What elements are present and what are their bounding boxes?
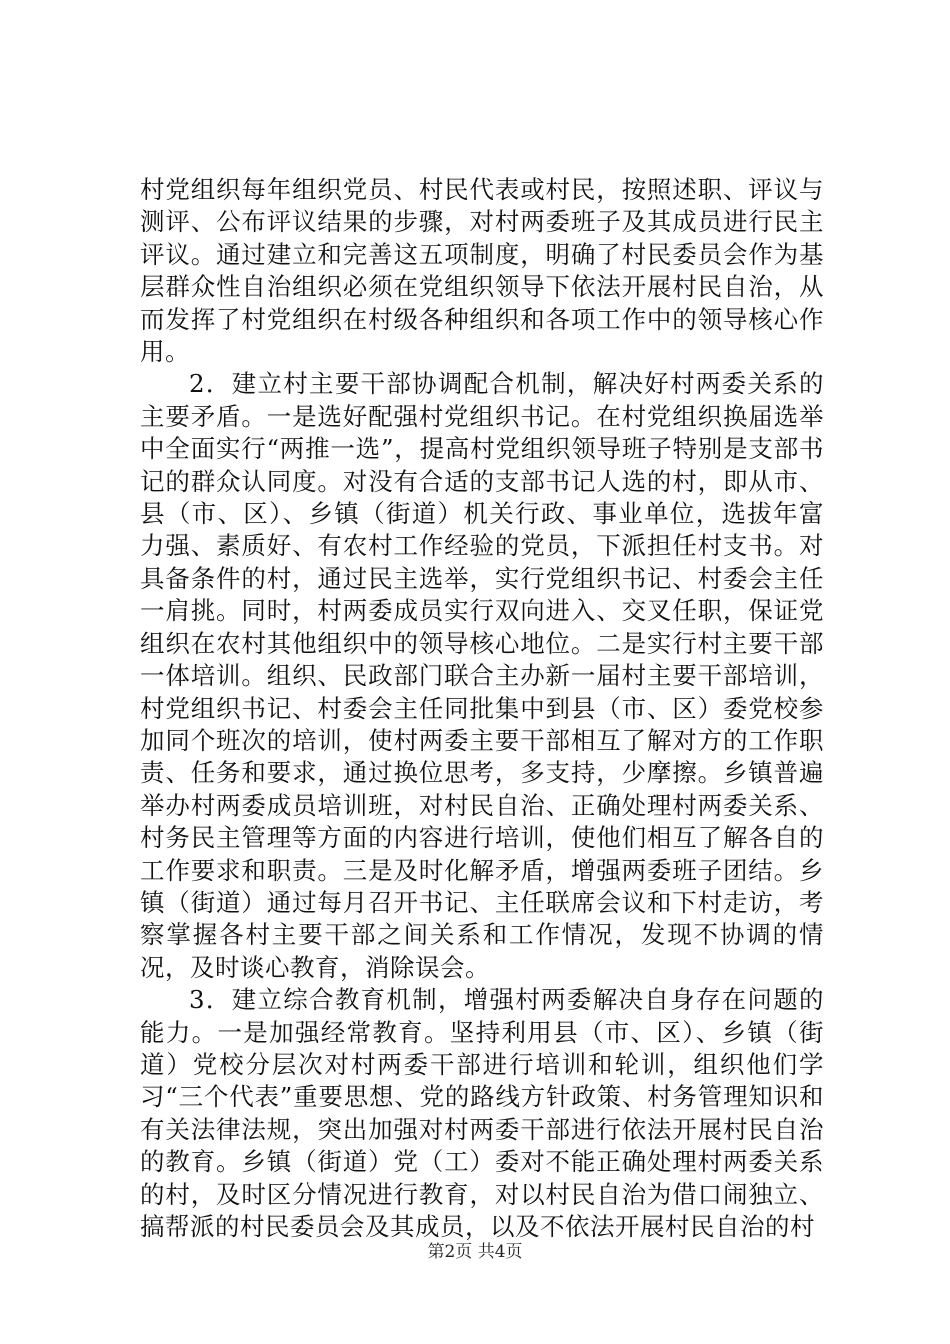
paragraph-continuation: 村党组织每年组织党员、村民代表或村民，按照述职、评议与测评、公布评议结果的步骤，对村两委班子及其成员进行民主评议。通过建立和完善这五项制度，明确了村民委员会作为基层群众性自治组织必须在党组织领导下依法开展村民自治，从而发挥了村党组织在村级各种组织和各项工作中的领导核心作用。 (140, 175, 824, 367)
page-footer: 第2页 共4页 (427, 1242, 523, 1262)
paragraph-section-3: 3．建立综合教育机制，增强村两委解决自身存在问题的能力。一是加强经常教育。坚持利用县（市、区）、乡镇（街道）党校分层次对村两委干部进行培训和轮训，组织他们学习“三个代表”重要思想、党的路线方针政策、村务管理知识和有关法律法规，突出加强对村两委干部进行依法开展村民自治的教育。乡镇（街道）党（工）委对不能正确处理村两委关系的村，及时区分情况进行教育，对以村民自治为借口闹独立、搞帮派的村民委员会及其成员，以及不依法开展村民自治的村 (140, 985, 824, 1241)
document-body (140, 174, 824, 1243)
paragraph-section-2: 2．建立村主要干部协调配合机制，解决好村两委关系的主要矛盾。一是选好配强村党组织书记。在村党组织换届选举中全面实行“两推一选”，提高村党组织领导班子特别是支部书记的群众认同度。对没有合适的支部书记人选的村，即从市、县（市、区）、乡镇（街道）机关行政、事业单位，选拔年富力强、素质好、有农村工作经验的党员，下派担任村支书。对具备条件的村，通过民主选举，实行党组织书记、村委会主任一肩挑。同时，村两委成员实行双向进入、交叉任职，保证党组织在农村其他组织中的领导核心地位。二是实行村主要干部一体培训。组织、民政部门联合主办新一届村主要干部培训，村党组织书记、村委会主任同批集中到县（市、区）委党校参加同个班次的培训，使村两委主要干部相互了解对方的工作职责、任务和要求，通过换位思考，多支持，少摩擦。乡镇普遍举办村两委成员培训班，对村民自治、正确处理村两委关系、村务民主管理等方面的内容进行培训，使他们相互了解各自的工作要求和职责。三是及时化解矛盾，增强两委班子团结。乡镇（街道）通过每月召开书记、主任联席会议和下村走访，考察掌握各村主要干部之间关系和工作情况，发现不协调的情况，及时谈心教育，消除误会。 (140, 369, 824, 982)
